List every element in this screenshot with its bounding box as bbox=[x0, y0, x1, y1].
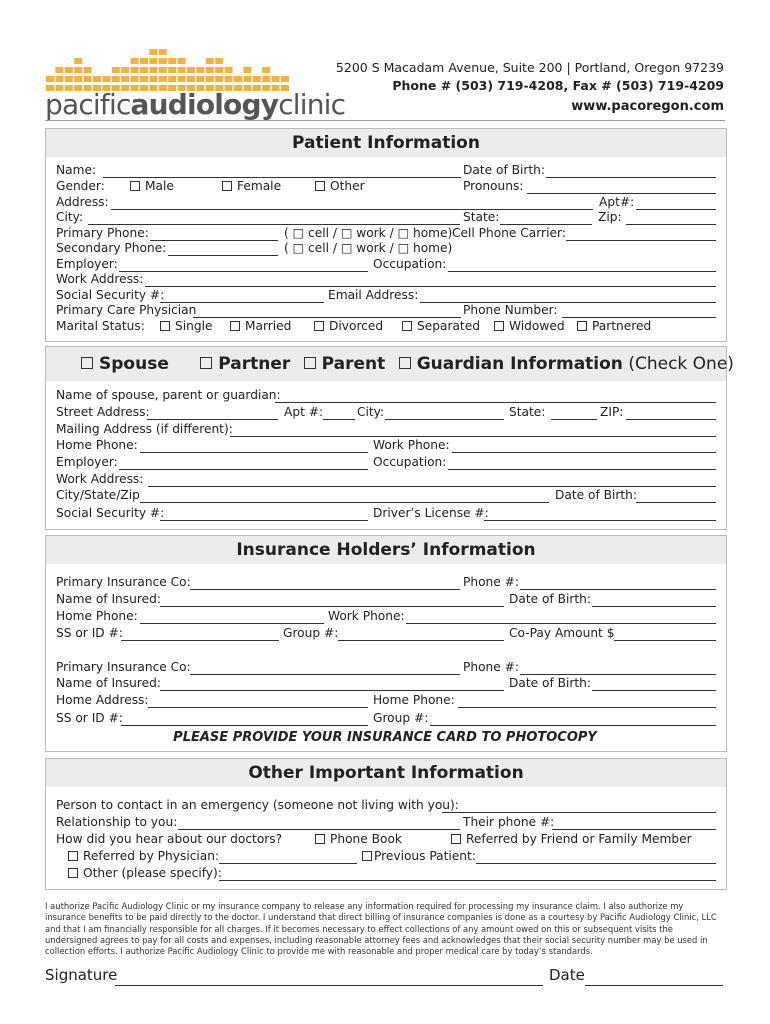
insured-name-label: Name of Insured: bbox=[56, 592, 161, 606]
insurance-phone-input-line[interactable] bbox=[520, 589, 716, 590]
insured-dob-input-line[interactable] bbox=[592, 606, 716, 607]
checkbox-icon bbox=[130, 181, 140, 191]
mailing-address-input-line[interactable] bbox=[230, 436, 716, 437]
insured-home-phone-label: Home Phone: bbox=[56, 609, 138, 623]
date-input-line[interactable] bbox=[585, 985, 723, 986]
logo-bar-segment bbox=[159, 58, 167, 64]
apt-label: Apt#: bbox=[599, 195, 635, 209]
emergency-contact-input-line[interactable] bbox=[442, 812, 716, 813]
copay-label: Co-Pay Amount $ bbox=[509, 626, 615, 640]
insured-work-phone-input-line[interactable] bbox=[406, 623, 716, 624]
mailing-address-label: Mailing Address (if different): bbox=[56, 422, 233, 436]
checkbox-icon bbox=[399, 357, 411, 369]
logo-bar-segment bbox=[159, 67, 167, 73]
logo-bar-segment bbox=[140, 67, 148, 73]
logo-bar-segment bbox=[159, 49, 167, 55]
marital-single-option[interactable] bbox=[160, 319, 212, 334]
ss-id-label: SS or ID #: bbox=[56, 626, 123, 640]
work-address-label: Work Address: bbox=[56, 272, 144, 286]
insured-name-2-input-line[interactable] bbox=[160, 690, 504, 691]
guardian-dob-label: Date of Birth: bbox=[555, 488, 637, 502]
zip-input-line[interactable] bbox=[626, 224, 716, 225]
name-input-line[interactable] bbox=[103, 177, 461, 178]
guardian-apt-label: Apt #: bbox=[284, 405, 324, 419]
home-phone-2-input-line[interactable] bbox=[458, 707, 716, 708]
state-input-line[interactable] bbox=[500, 224, 592, 225]
married-label: Married bbox=[245, 319, 292, 333]
divorced-label: Divorced bbox=[329, 319, 384, 333]
guardian-type-checklist bbox=[81, 352, 734, 376]
other-label: Other bbox=[330, 179, 365, 193]
marital-separated-option[interactable] bbox=[402, 319, 480, 334]
checkbox-icon bbox=[230, 321, 240, 331]
logo-bar-segment bbox=[149, 58, 157, 64]
guardian-employer-label: Employer: bbox=[56, 455, 118, 469]
logo-bar-segment bbox=[140, 76, 148, 82]
guardian-state-input-line[interactable] bbox=[551, 419, 597, 420]
logo-bar-segment bbox=[234, 76, 242, 82]
secondary-phone-input-line[interactable] bbox=[168, 255, 278, 256]
clinic-phone-fax: Phone # (503) 719-4208, Fax # (503) 719-4209 bbox=[392, 78, 724, 93]
logo-bar-segment bbox=[65, 67, 73, 73]
logo-bar-segment bbox=[112, 76, 120, 82]
drivers-license-label: Driver’s License #: bbox=[373, 506, 489, 520]
logo-bar-segment bbox=[84, 67, 92, 73]
primary-insurance-2-label: Primary Insurance Co: bbox=[56, 660, 191, 674]
logo-equalizer-graphic bbox=[46, 39, 291, 91]
guardian-option[interactable] bbox=[399, 354, 623, 374]
widowed-label: Widowed bbox=[509, 319, 565, 333]
primary-phone-type-options[interactable]: ( □ cell / □ work / □ home) bbox=[284, 226, 453, 240]
logo-bar-segment bbox=[187, 76, 195, 82]
city-state-zip-label: City/State/Zip bbox=[56, 488, 140, 502]
logo-bar-segment bbox=[215, 58, 223, 64]
guardian-work-phone-input-line[interactable] bbox=[452, 452, 716, 453]
checkbox-icon bbox=[68, 851, 78, 861]
partner-label: Partner bbox=[218, 354, 291, 374]
parent-option[interactable] bbox=[304, 354, 386, 374]
referred-physician-input-line[interactable] bbox=[219, 863, 357, 864]
guardian-occupation-label: Occupation: bbox=[373, 455, 447, 469]
checkbox-icon bbox=[81, 357, 93, 369]
logo-bar-segment bbox=[206, 67, 214, 73]
checkbox-icon bbox=[222, 181, 232, 191]
insured-dob-2-label: Date of Birth: bbox=[509, 676, 591, 690]
signature-input-line[interactable] bbox=[115, 985, 543, 986]
separated-label: Separated bbox=[417, 319, 480, 333]
logo-bar-segment bbox=[93, 76, 101, 82]
previous-patient-input-line[interactable] bbox=[476, 863, 716, 864]
logo-bar-segment bbox=[159, 76, 167, 82]
logo-bar-segment bbox=[253, 76, 261, 82]
guardian-employer-input-line[interactable] bbox=[119, 469, 368, 470]
guardian-home-phone-label: Home Phone: bbox=[56, 438, 138, 452]
logo-bar-segment bbox=[187, 67, 195, 73]
logo-bar-segment bbox=[225, 67, 233, 73]
checkbox-icon bbox=[494, 321, 504, 331]
other-specify-input-line[interactable] bbox=[219, 880, 716, 881]
single-label: Single bbox=[175, 319, 213, 333]
ss-id-2-input-line[interactable] bbox=[121, 725, 368, 726]
logo-bar-segment bbox=[131, 58, 139, 64]
relationship-label: Relationship to you: bbox=[56, 815, 178, 829]
insured-name-input-line[interactable] bbox=[160, 606, 504, 607]
clinic-address: 5200 S Macadam Avenue, Suite 200 | Portland, Oregon 97239 bbox=[335, 60, 724, 75]
insurance-section-title: Insurance Holders’ Information bbox=[46, 536, 726, 564]
gender-male-option[interactable] bbox=[130, 179, 174, 194]
logo-middle: audiology bbox=[130, 88, 279, 121]
logo-bar-segment bbox=[140, 58, 148, 64]
occupation-label: Occupation: bbox=[373, 257, 447, 271]
group-label: Group #: bbox=[283, 626, 339, 640]
their-phone-label: Their phone #: bbox=[463, 815, 555, 829]
emergency-contact-label: Person to contact in an emergency (someone not living with you): bbox=[56, 798, 459, 812]
dob-input-line[interactable] bbox=[546, 177, 716, 178]
secondary-phone-type-options[interactable]: ( □ cell / □ work / □ home) bbox=[284, 241, 453, 255]
logo-bar-segment bbox=[74, 58, 82, 64]
group-2-label: Group #: bbox=[373, 711, 429, 725]
guardian-apt-input-line[interactable] bbox=[323, 419, 355, 420]
work-address-input-line[interactable] bbox=[145, 286, 716, 287]
logo-bar-segment bbox=[225, 76, 233, 82]
insured-home-phone-input-line[interactable] bbox=[140, 623, 324, 624]
pcp-label: Primary Care Physician bbox=[56, 303, 197, 317]
logo-bar-segment bbox=[149, 67, 157, 73]
logo-bar-segment bbox=[168, 58, 176, 64]
check-one-label: (Check One) bbox=[628, 354, 734, 374]
checkbox-icon bbox=[577, 321, 587, 331]
insured-name-2-label: Name of Insured: bbox=[56, 676, 161, 690]
group-2-input-line[interactable] bbox=[430, 725, 716, 726]
authorization-text: I authorize Pacific Audiology Clinic or my insurance company to release any information required for processing my insurance claim. I also authorize my insurance benefits to be paid directly to the doctor. I understand that direct billing of insurance companies is done as a courtesy by Pacific Audiology Clinic, LLC and that I am financially responsible for all charges. If it becomes necessary to effect collections of any amount owed on this or subsequent visits the undersigned agrees to pay for all costs and expenses, including reasonable attorney fees and acknowledges that their social security number may be used in collection efforts. I authorize Pacific Audiology Clinic to provide me with reasonable and proper medical care by today’s standards. bbox=[45, 901, 717, 957]
guardian-work-address-input-line[interactable] bbox=[148, 486, 716, 487]
email-label: Email Address: bbox=[328, 288, 419, 302]
other-specify-label: Other (please specify): bbox=[83, 866, 222, 880]
home-phone-2-label: Home Phone: bbox=[373, 693, 455, 707]
street-address-input-line[interactable] bbox=[147, 419, 278, 420]
gender-female-option[interactable] bbox=[222, 179, 281, 194]
checkbox-icon bbox=[314, 321, 324, 331]
apt-input-line[interactable] bbox=[636, 209, 716, 210]
guardian-home-phone-input-line[interactable] bbox=[140, 452, 368, 453]
insured-dob-label: Date of Birth: bbox=[509, 592, 591, 606]
patient-section-title: Patient Information bbox=[46, 129, 726, 157]
insurance-phone-2-input-line[interactable] bbox=[520, 674, 716, 675]
insurance-phone-label: Phone #: bbox=[463, 575, 519, 589]
marital-partnered-option[interactable] bbox=[577, 319, 651, 334]
logo-bar-segment bbox=[178, 67, 186, 73]
guardian-ssn-input-line[interactable] bbox=[160, 520, 368, 521]
logo-bar-segment bbox=[121, 67, 129, 73]
phone-book-label: Phone Book bbox=[330, 832, 402, 846]
dob-label: Date of Birth: bbox=[463, 163, 545, 177]
ss-id-input-line[interactable] bbox=[121, 640, 279, 641]
home-address-input-line[interactable] bbox=[148, 707, 368, 708]
ssn-label: Social Security #: bbox=[56, 288, 165, 302]
pcp-phone-input-line[interactable] bbox=[562, 317, 716, 318]
phone-book-option[interactable] bbox=[315, 832, 402, 847]
checkbox-icon bbox=[304, 357, 316, 369]
checkbox-icon bbox=[200, 357, 212, 369]
logo-bar-segment bbox=[149, 76, 157, 82]
partner-option[interactable] bbox=[200, 354, 290, 374]
logo-bar-segment bbox=[281, 76, 289, 82]
city-state-zip-input-line[interactable] bbox=[140, 502, 549, 503]
employer-label: Employer: bbox=[56, 257, 118, 271]
logo-bar-segment bbox=[196, 76, 204, 82]
guardian-work-address-label: Work Address: bbox=[56, 472, 144, 486]
logo-bar-segment bbox=[84, 76, 92, 82]
guardian-dob-input-line[interactable] bbox=[636, 502, 716, 503]
marital-married-option[interactable] bbox=[230, 319, 291, 334]
checkbox-icon bbox=[402, 321, 412, 331]
logo-bar-segment bbox=[121, 76, 129, 82]
guardian-name-input-line[interactable] bbox=[275, 402, 716, 403]
employer-input-line[interactable] bbox=[119, 271, 368, 272]
home-address-label: Home Address: bbox=[56, 693, 149, 707]
logo-bar-segment bbox=[262, 67, 270, 73]
other-section-title: Other Important Information bbox=[46, 759, 726, 787]
secondary-phone-label: Secondary Phone: bbox=[56, 241, 167, 255]
guardian-city-label: City: bbox=[357, 405, 385, 419]
logo-bar-segment bbox=[215, 76, 223, 82]
state-label: State: bbox=[463, 210, 500, 224]
previous-patient-label: Previous Patient: bbox=[374, 849, 476, 863]
previous-patient-option[interactable] bbox=[362, 849, 476, 864]
relationship-input-line[interactable] bbox=[178, 829, 460, 830]
partnered-label: Partnered bbox=[592, 319, 652, 333]
logo-bar-segment bbox=[206, 76, 214, 82]
primary-phone-input-line[interactable] bbox=[150, 240, 278, 241]
copay-input-line[interactable] bbox=[614, 640, 716, 641]
guardian-zip-label: ZIP: bbox=[600, 405, 624, 419]
female-label: Female bbox=[237, 179, 282, 193]
logo-bar-segment bbox=[131, 76, 139, 82]
guardian-name-label: Name of spouse, parent or guardian: bbox=[56, 388, 281, 402]
signature-label: Signature bbox=[45, 966, 118, 984]
referred-physician-option[interactable] bbox=[68, 849, 219, 864]
primary-insurance-input-line[interactable] bbox=[190, 589, 460, 590]
guardian-occupation-input-line[interactable] bbox=[448, 469, 716, 470]
referred-friend-option[interactable] bbox=[451, 832, 692, 847]
primary-phone-label: Primary Phone: bbox=[56, 226, 149, 240]
logo-bar-segment bbox=[131, 67, 139, 73]
logo-bar-segment bbox=[149, 49, 157, 55]
other-specify-option[interactable] bbox=[68, 866, 222, 881]
logo-suffix: clinic bbox=[278, 88, 346, 121]
logo-bar-segment bbox=[168, 76, 176, 82]
clinic-website: www.pacoregon.com bbox=[571, 99, 724, 114]
logo-bar-segment bbox=[243, 67, 251, 73]
checkbox-icon bbox=[68, 868, 78, 878]
logo-bar-segment bbox=[196, 67, 204, 73]
checkbox-icon bbox=[451, 834, 461, 844]
checkbox-icon bbox=[362, 851, 372, 861]
group-input-line[interactable] bbox=[338, 640, 504, 641]
parent-label: Parent bbox=[321, 354, 386, 374]
logo-prefix: pacific bbox=[45, 88, 131, 121]
logo-bar-segment bbox=[168, 67, 176, 73]
logo-bar-segment bbox=[74, 76, 82, 82]
logo-bar-segment bbox=[102, 76, 110, 82]
gender-other-option[interactable] bbox=[315, 179, 365, 194]
ss-id-2-label: SS or ID #: bbox=[56, 711, 123, 725]
logo-bar-segment bbox=[46, 76, 54, 82]
guardian-ssn-label: Social Security #: bbox=[56, 506, 165, 520]
logo-bar-segment bbox=[262, 76, 270, 82]
marital-status-label: Marital Status: bbox=[56, 319, 145, 333]
insurance-card-notice: PLEASE PROVIDE YOUR INSURANCE CARD TO PHOTOCOPY bbox=[173, 730, 597, 745]
checkbox-icon bbox=[315, 181, 325, 191]
logo-bar-segment bbox=[206, 58, 214, 64]
address-input-line[interactable] bbox=[111, 209, 593, 210]
date-label: Date bbox=[549, 966, 585, 984]
guardian-city-input-line[interactable] bbox=[385, 419, 504, 420]
guardian-work-phone-label: Work Phone: bbox=[373, 438, 450, 452]
referred-physician-label: Referred by Physician: bbox=[83, 849, 220, 863]
insured-work-phone-label: Work Phone: bbox=[328, 609, 405, 623]
guardian-zip-input-line[interactable] bbox=[626, 419, 716, 420]
cell-carrier-label: Cell Phone Carrier: bbox=[452, 226, 566, 240]
their-phone-input-line[interactable] bbox=[552, 829, 716, 830]
logo-wordmark bbox=[45, 88, 345, 121]
name-label: Name: bbox=[56, 163, 97, 177]
address-label: Address: bbox=[56, 195, 109, 209]
cell-carrier-input-line[interactable] bbox=[566, 240, 716, 241]
marital-divorced-option[interactable] bbox=[314, 319, 383, 334]
pronouns-label: Pronouns: bbox=[463, 179, 524, 193]
logo-bar-segment bbox=[55, 67, 63, 73]
drivers-license-input-line[interactable] bbox=[484, 520, 716, 521]
primary-insurance-2-input-line[interactable] bbox=[190, 674, 460, 675]
city-label: City: bbox=[56, 210, 84, 224]
pcp-input-line[interactable] bbox=[193, 317, 461, 318]
logo-bar-segment bbox=[215, 67, 223, 73]
logo-bar-segment bbox=[65, 76, 73, 82]
marital-widowed-option[interactable] bbox=[494, 319, 565, 334]
referred-friend-label: Referred by Friend or Family Member bbox=[466, 832, 692, 846]
logo-bar-segment bbox=[112, 67, 120, 73]
spouse-option[interactable] bbox=[81, 354, 169, 374]
logo-bar-segment bbox=[272, 76, 280, 82]
logo-bar-segment bbox=[74, 67, 82, 73]
male-label: Male bbox=[145, 179, 174, 193]
logo-bar-segment bbox=[243, 76, 251, 82]
logo-bar-segment bbox=[178, 58, 186, 64]
checkbox-icon bbox=[315, 834, 325, 844]
city-input-line[interactable] bbox=[88, 224, 460, 225]
checkbox-icon bbox=[160, 321, 170, 331]
street-address-label: Street Address: bbox=[56, 405, 150, 419]
zip-label: Zip: bbox=[598, 210, 622, 224]
gender-label: Gender: bbox=[56, 179, 105, 193]
guardian-state-label: State: bbox=[509, 405, 546, 419]
insurance-phone-2-label: Phone #: bbox=[463, 660, 519, 674]
guardian-info-label: Guardian Information bbox=[416, 354, 623, 374]
occupation-input-line[interactable] bbox=[448, 271, 716, 272]
logo-bar-segment bbox=[55, 76, 63, 82]
spouse-label: Spouse bbox=[99, 354, 169, 374]
heard-about-label: How did you hear about our doctors? bbox=[56, 832, 283, 846]
logo-bar-segment bbox=[178, 76, 186, 82]
pronouns-input-line[interactable] bbox=[527, 193, 716, 194]
primary-insurance-label: Primary Insurance Co: bbox=[56, 575, 191, 589]
insured-dob-2-input-line[interactable] bbox=[592, 690, 716, 691]
pcp-phone-label: Phone Number: bbox=[463, 303, 558, 317]
header-divider bbox=[45, 120, 725, 121]
